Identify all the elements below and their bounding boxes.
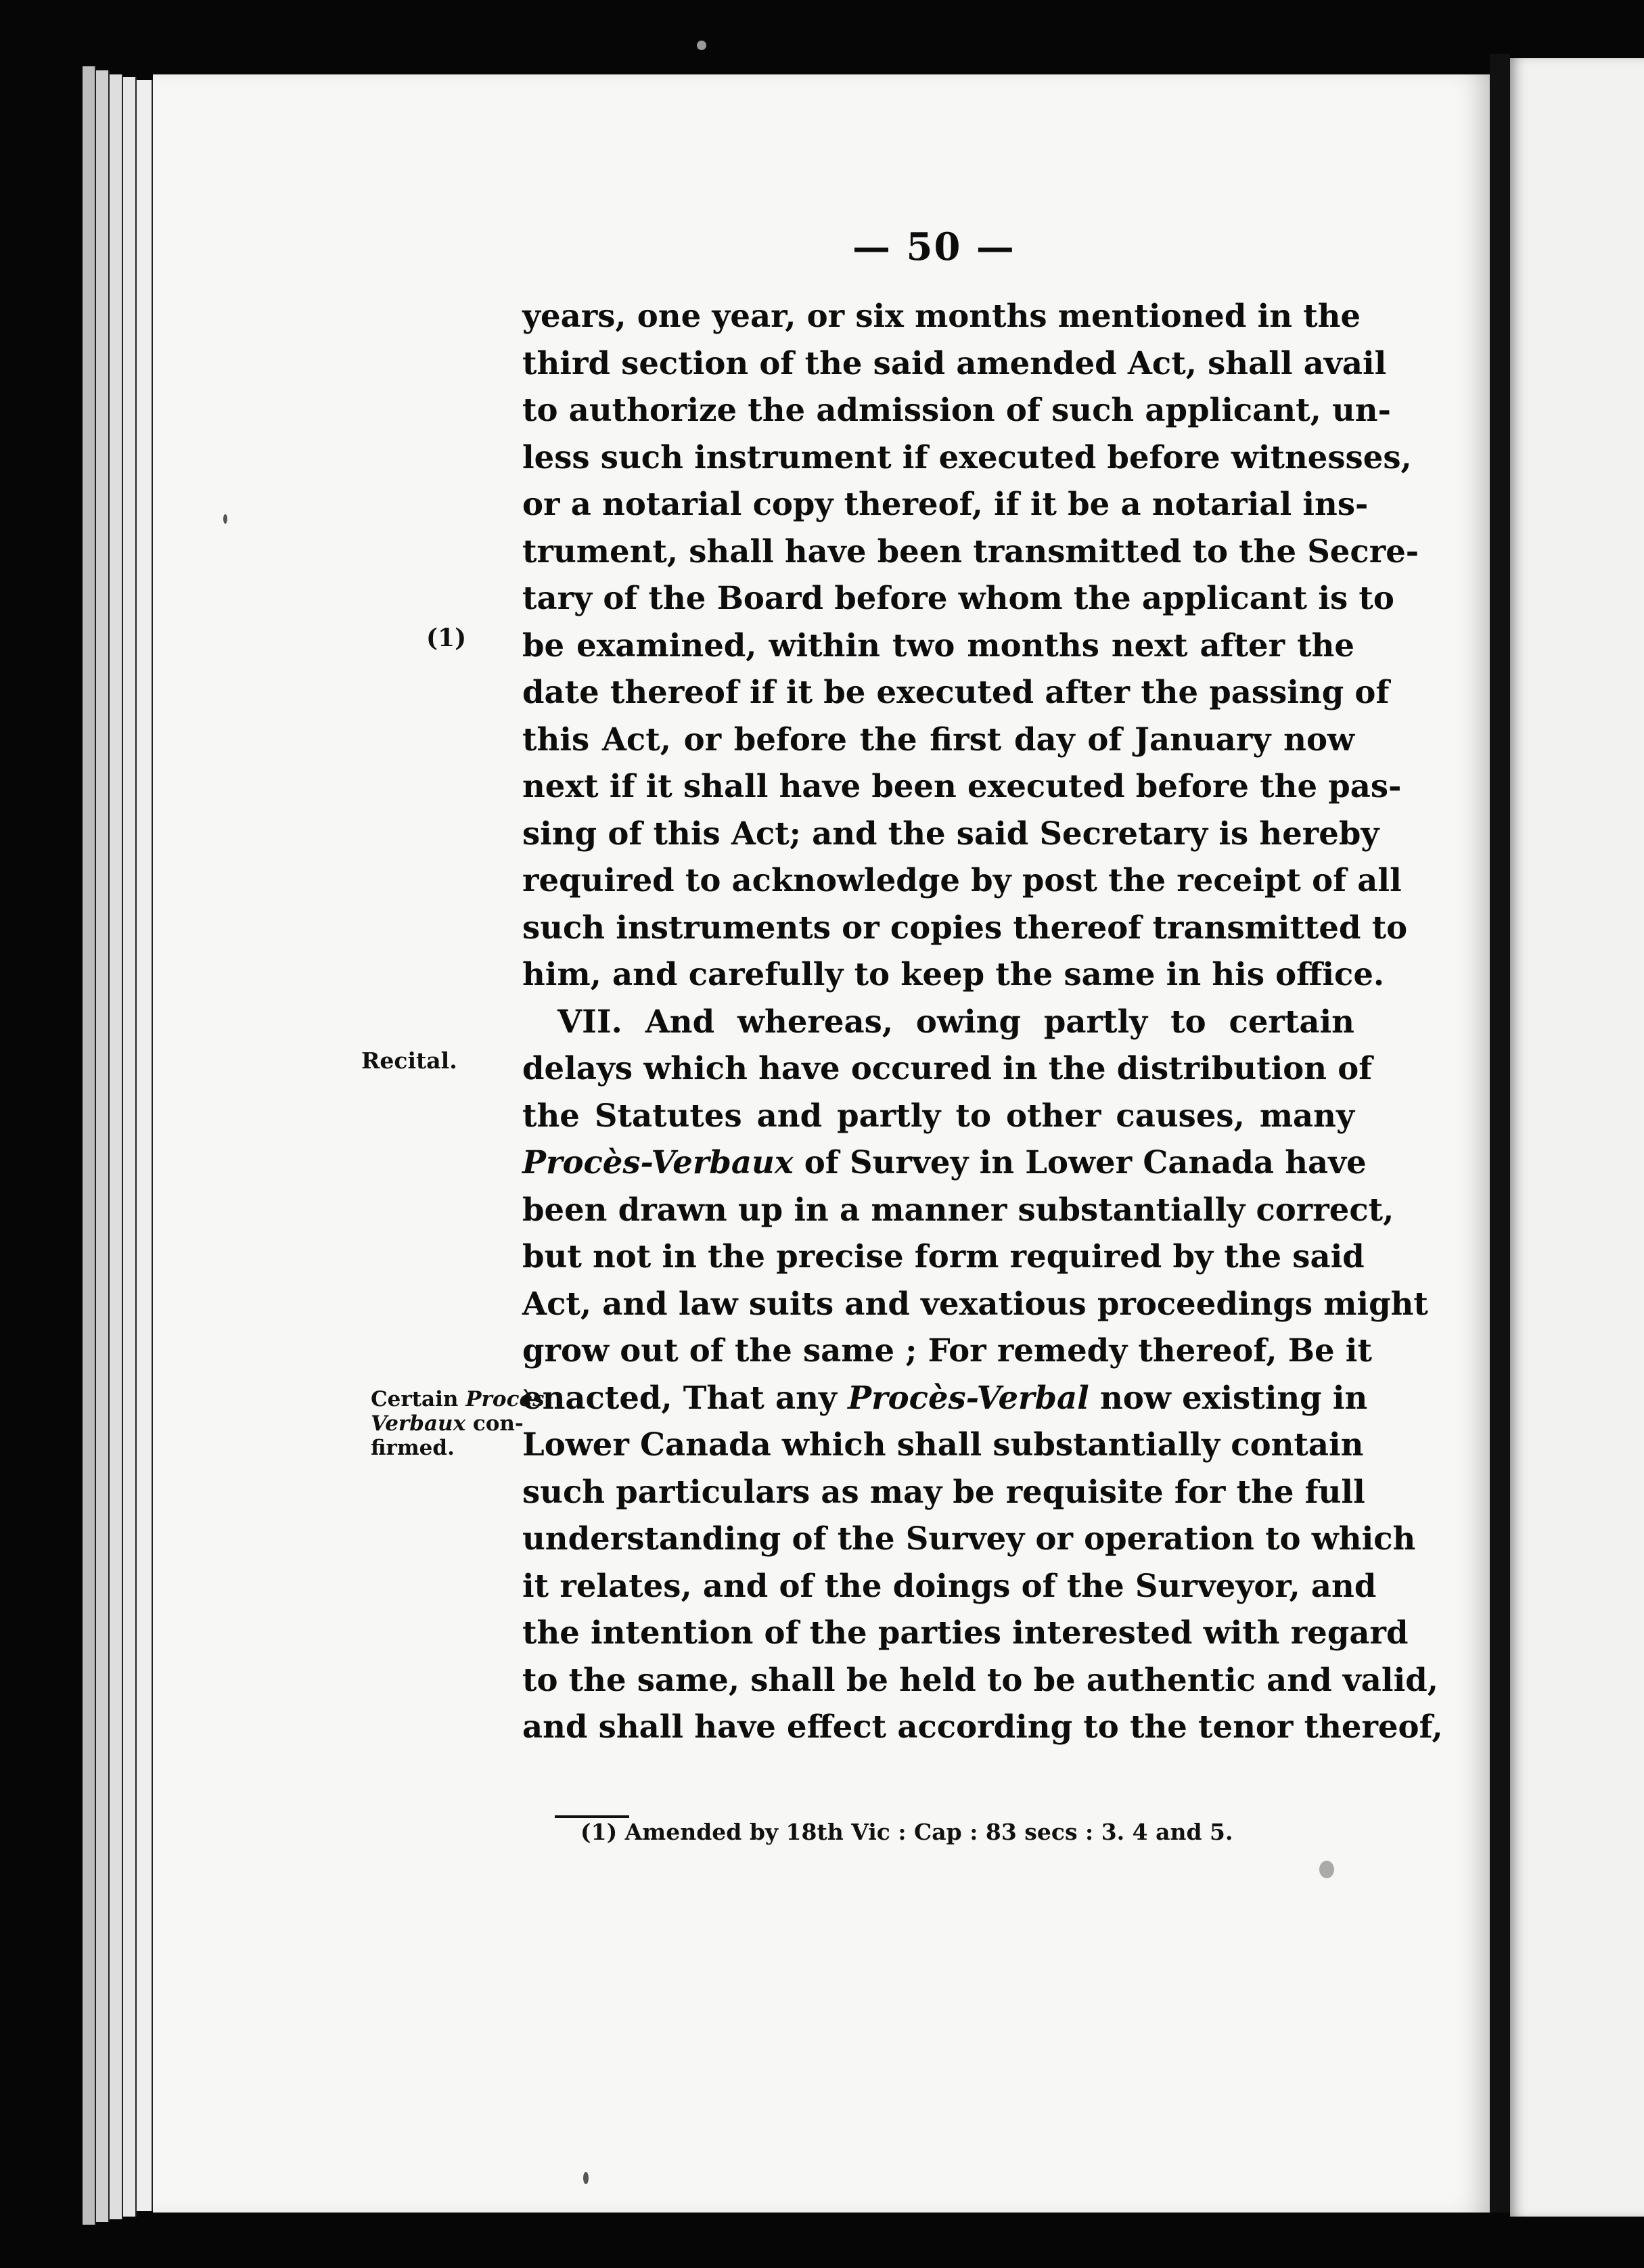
page-edge (83, 66, 96, 2225)
margin-note-line: firmed. (371, 1436, 455, 1460)
text-line: Lower Canada which shall substantially contain (522, 1426, 1364, 1463)
text-line: and shall have effect according to the tenor thereof, (522, 1708, 1443, 1745)
facing-page-edge (1510, 58, 1644, 2217)
text-line: or a notarial copy thereof, if it be a notarial ins- (522, 485, 1369, 522)
margin-note-line: Certain Procès (371, 1387, 545, 1411)
text-line: years, one year, or six months mentioned in the (522, 297, 1361, 334)
text-line: required to acknowledge by post the receipt of all (522, 861, 1402, 899)
text-line: enacted, That any Procès-Verbal now existing in (522, 1378, 1368, 1416)
scan-speck (223, 514, 227, 524)
text-line: grow out of the same ; For remedy thereof, Be it (522, 1332, 1372, 1369)
footnote: (1) Amended by 18th Vic : Cap : 83 secs : 3. 4 and 5. (580, 1819, 1233, 1845)
text-line: sing of this Act; and the said Secretary is hereby (522, 814, 1379, 852)
book-gutter (1490, 54, 1510, 2213)
scan-speck (583, 2172, 589, 2184)
text-line: VII. And whereas, owing partly to certain (557, 1002, 1354, 1040)
text-line: trument, shall have been transmitted to the Secre- (522, 532, 1419, 570)
body-text (522, 292, 1443, 1750)
text-line: understanding of the Survey or operation to which (522, 1520, 1416, 1557)
margin-note-certain-proces-verbaux (371, 1387, 545, 1460)
text-line: Procès-Verbaux of Survey in Lower Canada have (522, 1143, 1367, 1181)
text-line: date thereof if it be executed after the passing of (522, 673, 1390, 710)
text-line: delays which have occured in the distribution of (522, 1049, 1373, 1087)
page-edge (123, 77, 137, 2217)
scan-speck (1319, 1861, 1334, 1878)
text-line: Act, and law suits and vexatious proceedings might (522, 1284, 1428, 1322)
text-line: this Act, or before the first day of January now (522, 720, 1354, 758)
page-edge (137, 80, 153, 2211)
text-line: the Statutes and partly to other causes, many (522, 1096, 1354, 1134)
scan-speck (697, 41, 706, 50)
text-line: been drawn up in a manner substantially correct, (522, 1190, 1394, 1228)
page-edge (110, 74, 123, 2219)
text-line: such instruments or copies thereof transmitted to (522, 908, 1408, 946)
text-line: less such instrument if executed before witnesses, (522, 438, 1412, 476)
text-line: to authorize the admission of such applicant, un- (522, 391, 1391, 428)
margin-note-line: Verbaux con- (371, 1411, 524, 1436)
page-edge (96, 70, 110, 2222)
text-line: such particulars as may be requisite for the full (522, 1472, 1365, 1510)
text-line: him, and carefully to keep the same in his office. (522, 955, 1385, 993)
footnote-rule (555, 1815, 629, 1818)
text-line: next if it shall have been executed before the pas- (522, 767, 1402, 804)
margin-note-recital: Recital. (361, 1047, 457, 1074)
text-line: tary of the Board before whom the applicant is to (522, 579, 1394, 616)
text-line: but not in the precise form required by the said (522, 1238, 1365, 1275)
text-line: be examined, within two months next after the (522, 626, 1354, 664)
margin-footnote-ref: (1) (426, 624, 467, 652)
page-number: — 50 — (852, 225, 1015, 269)
text-line: the intention of the parties interested with regard (522, 1614, 1409, 1651)
text-line: it relates, and of the doings of the Surveyor, and (522, 1566, 1377, 1604)
text-line: third section of the said amended Act, shall avail (522, 344, 1387, 382)
text-line: to the same, shall be held to be authentic and valid, (522, 1660, 1438, 1698)
